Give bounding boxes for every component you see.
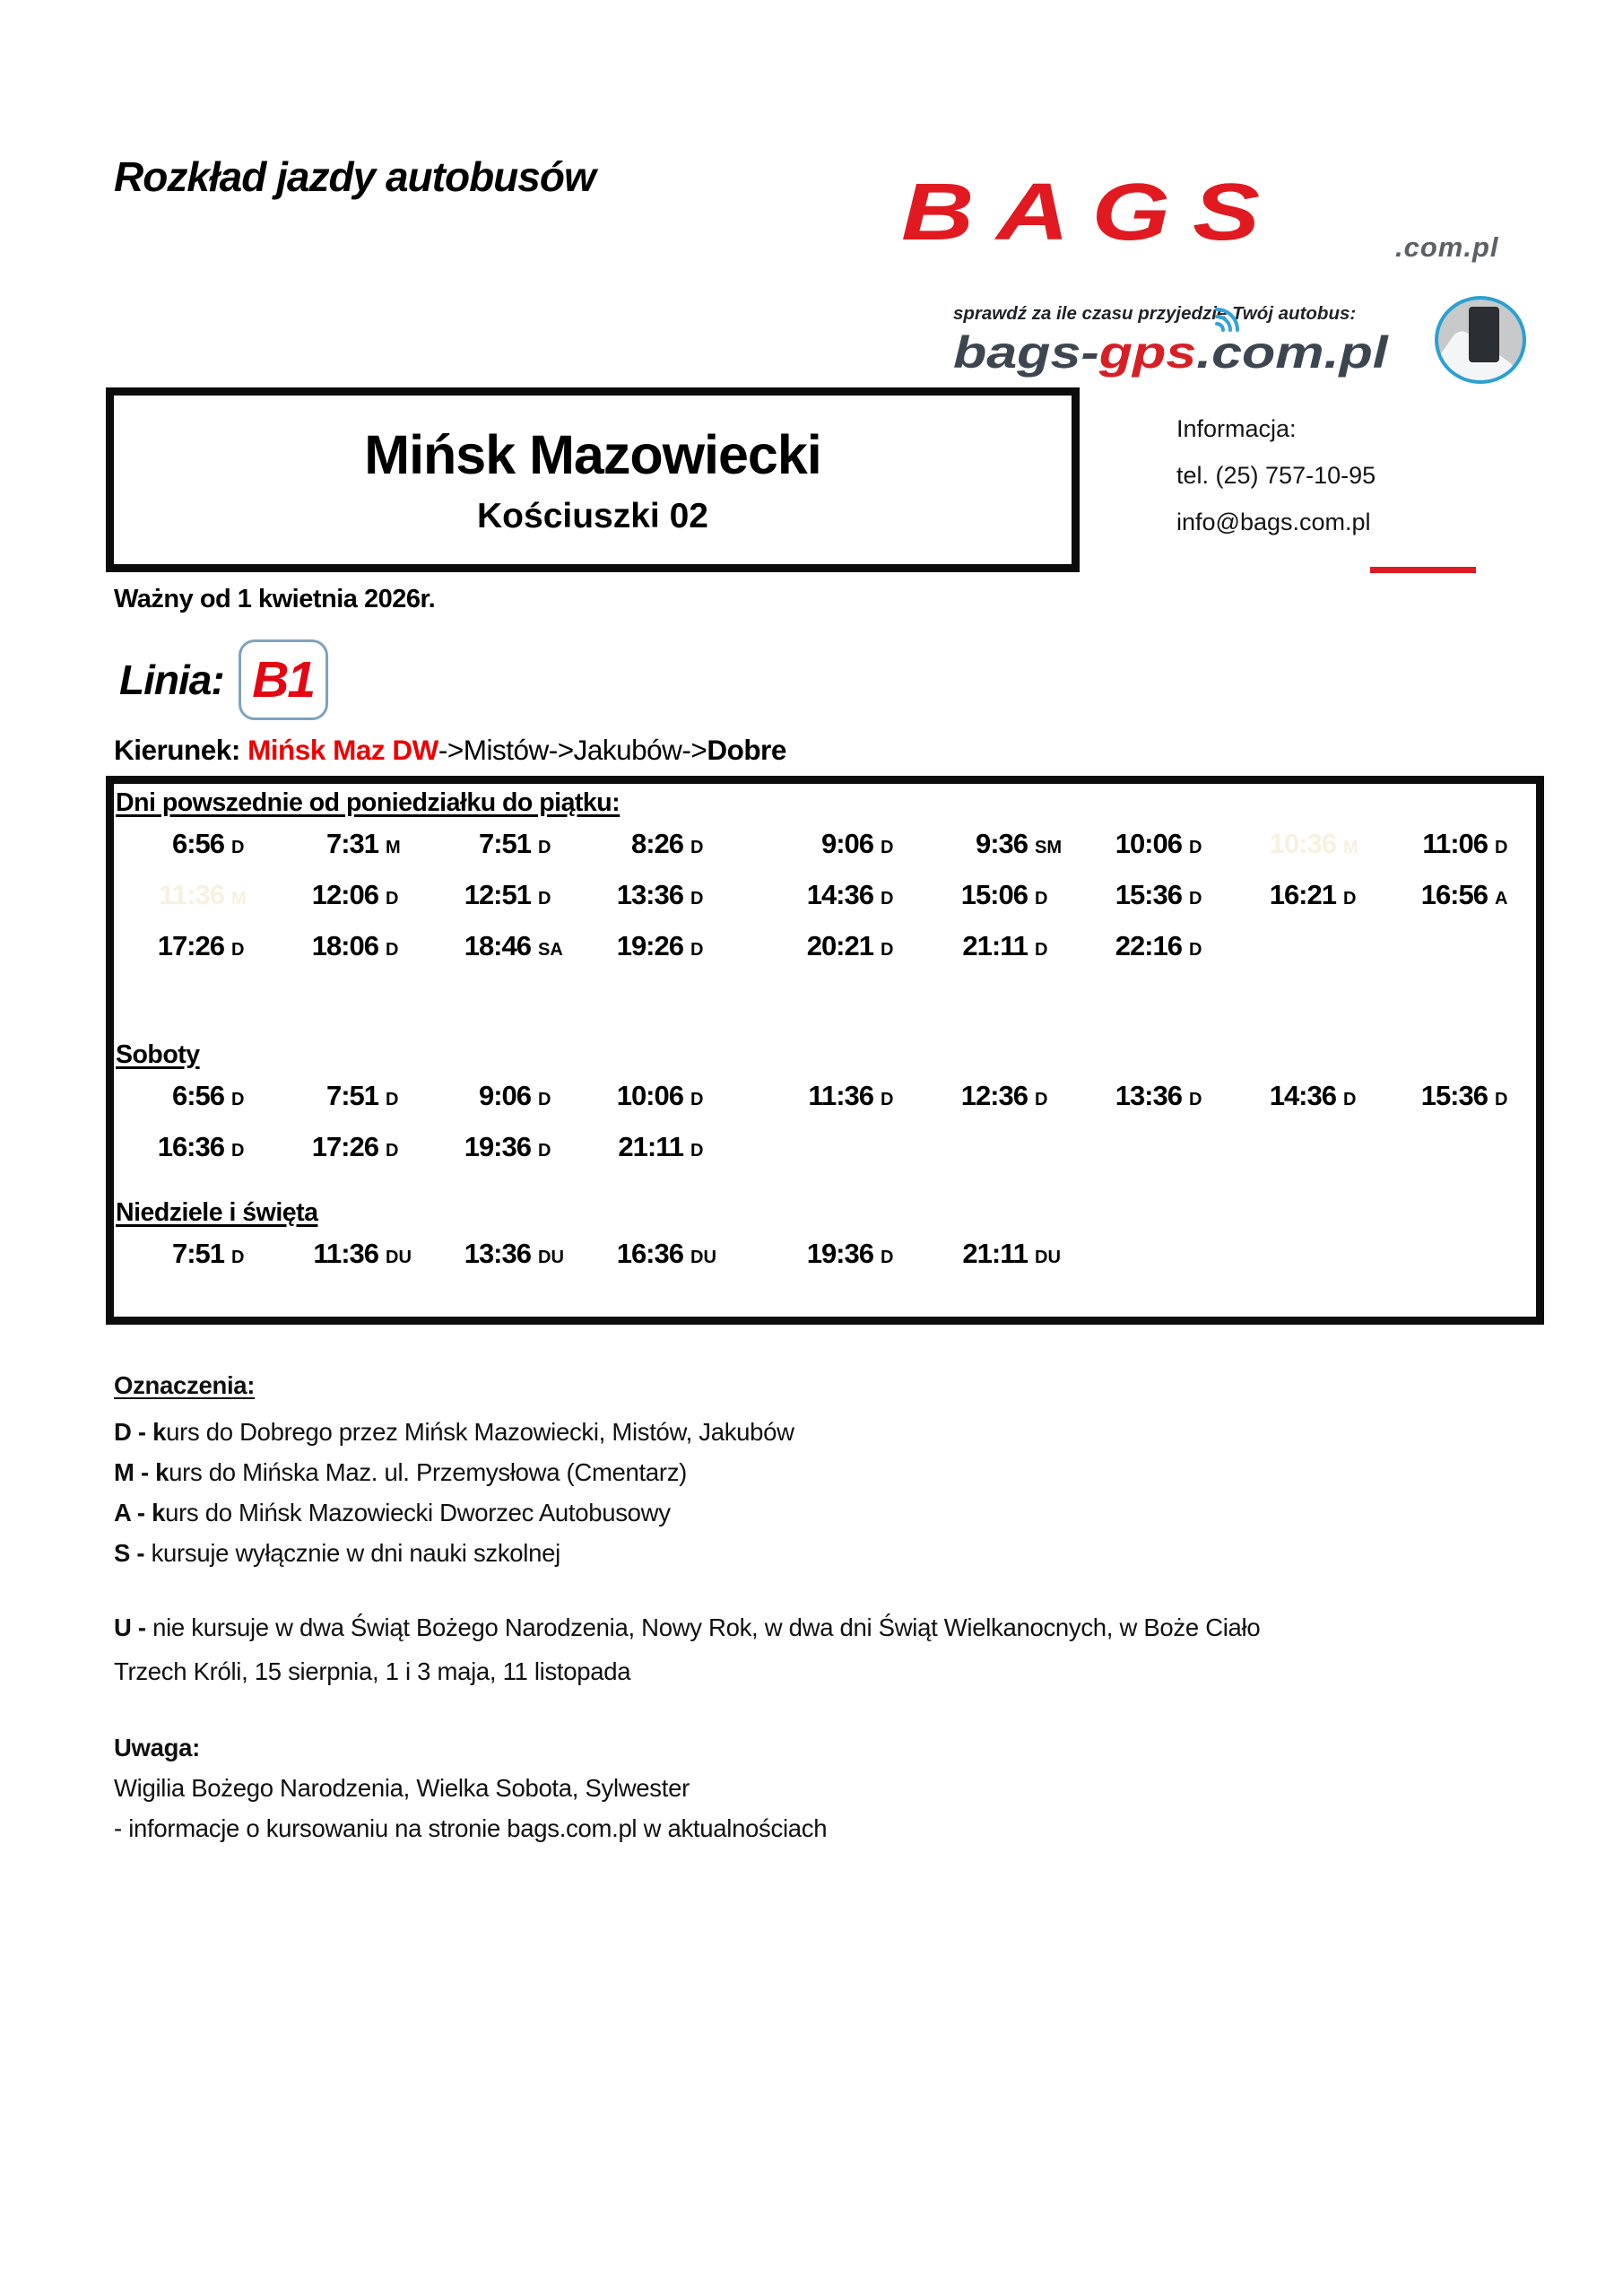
legend-item [114, 1452, 1260, 1492]
departure-time: 18:06 [311, 929, 378, 961]
stop-city: Mińsk Mazowiecki [364, 424, 821, 485]
departure-time: 19:36 [464, 1130, 531, 1162]
red-divider [1370, 567, 1476, 573]
bags-logo-suffix: .com.pl [1395, 231, 1499, 263]
departure-time: 21:11 [962, 1237, 1028, 1269]
departure-time: 14:36 [1269, 1079, 1336, 1111]
departure-time: 9:06 [820, 827, 873, 859]
timetable-cell [723, 930, 913, 962]
timetable-cell [418, 879, 570, 911]
gps-logo-part2: gps [1098, 327, 1197, 378]
direction-highlight: Mińsk Maz DW [247, 734, 438, 766]
departure-flag: DU [386, 1247, 412, 1267]
departure-time: 21:11 [962, 929, 1028, 961]
legend-prefix: D - k [114, 1418, 167, 1446]
departure-time: 16:36 [157, 1130, 224, 1162]
departure-flag: D [1189, 939, 1202, 960]
timetable-cell [1067, 930, 1221, 962]
legend-heading: Oznaczenia: [114, 1371, 256, 1399]
timetable-cell [570, 1080, 723, 1112]
timetable-cell [1376, 1080, 1527, 1112]
departure-time: 7:51 [325, 1079, 378, 1111]
departure-time: 18:46 [464, 929, 531, 961]
note [114, 1727, 1260, 1848]
departure-time: 19:26 [616, 929, 683, 961]
departure-flag: D [1189, 1089, 1202, 1109]
departure-flag: D [1495, 1089, 1508, 1109]
departure-flag: D [1035, 1089, 1048, 1109]
departure-flag: D [881, 888, 894, 909]
departure-flag: D [538, 837, 551, 857]
timetable-cell [913, 828, 1067, 860]
departure-flag: D [881, 1089, 894, 1109]
departure-time: 9:06 [478, 1079, 531, 1111]
timetable-cell [570, 930, 723, 962]
departure-flag: D [881, 837, 894, 857]
departure-flag: D [690, 837, 704, 857]
legend-prefix: A - k [114, 1499, 166, 1526]
legend-text: urs do Mińska Maz. ul. Przemysłowa (Cmentarz) [169, 1458, 688, 1486]
departure-time: 17:26 [157, 929, 224, 961]
departure-flag: D [690, 1089, 704, 1109]
departure-time: 16:36 [616, 1237, 683, 1269]
departure-time: 17:26 [311, 1130, 378, 1162]
timetable-cell [913, 879, 1067, 911]
departure-time: 12:06 [311, 878, 378, 910]
departure-flag: M [1343, 837, 1358, 857]
departure-time: 13:36 [1115, 1079, 1182, 1111]
timetable-section [116, 1039, 1536, 1172]
departure-flag: D [690, 1140, 704, 1161]
line-row [119, 639, 328, 721]
departure-flag: D [386, 888, 399, 909]
departure-flag: D [1495, 837, 1508, 857]
timetable-cell [1221, 1080, 1376, 1112]
departure-time: 10:36 [1269, 827, 1336, 859]
direction-middle: ->Mistów->Jakubów-> [438, 734, 707, 766]
departure-flag: D [1035, 939, 1048, 960]
timetable-cell [723, 879, 913, 911]
timetable-cell [116, 828, 264, 860]
timetable-row [116, 869, 1536, 920]
departure-flag: D [1343, 888, 1357, 909]
line-label: Linia: [119, 657, 224, 703]
departure-time: 20:21 [806, 929, 873, 961]
departure-time: 22:16 [1115, 929, 1182, 961]
departure-flag: D [386, 1140, 399, 1161]
gps-tagline: sprawdź za ile czasu przyjedzie Twój autobus: [953, 303, 1357, 324]
legend-text: urs do Mińsk Mazowiecki Dworzec Autobusowy [165, 1499, 671, 1526]
departure-flag: D [1189, 888, 1202, 909]
timetable-row [116, 1070, 1536, 1121]
legend-item [114, 1412, 1260, 1452]
legend-text: kursuje wyłącznie w dni nauki szkolnej [151, 1539, 560, 1567]
departure-flag: DU [690, 1247, 716, 1267]
timetable-cell [723, 828, 913, 860]
departure-time: 15:36 [1115, 878, 1182, 910]
timetable-cell [264, 1131, 418, 1163]
legend-item [114, 1492, 1260, 1533]
timetable-cell [1067, 879, 1221, 911]
timetable-cell [418, 1131, 570, 1163]
legend-item [114, 1533, 1260, 1573]
departure-time: 16:56 [1420, 878, 1488, 910]
legend-items [114, 1412, 1260, 1573]
departure-flag: D [538, 888, 551, 909]
timetable-cell [116, 879, 264, 911]
timetable-cell [264, 1080, 418, 1112]
departure-time: 9:36 [975, 827, 1028, 859]
timetable-cell [570, 1238, 723, 1270]
departure-time: 15:36 [1420, 1079, 1488, 1111]
timetable-cell [570, 1131, 723, 1163]
departure-flag: DU [1035, 1247, 1061, 1267]
departure-time: 11:36 [313, 1237, 378, 1269]
contact-phone: tel. (25) 757-10-95 [1176, 462, 1376, 489]
departure-time: 10:06 [1115, 827, 1182, 859]
departure-flag: D [386, 1089, 399, 1109]
timetable-cell [1067, 1080, 1221, 1112]
timetable-row [116, 1121, 1536, 1172]
departure-time: 13:36 [464, 1237, 531, 1269]
timetable-cell [116, 1131, 264, 1163]
timetable-cell [570, 879, 723, 911]
timetable-cell [418, 828, 570, 860]
departure-flag: A [1495, 888, 1508, 909]
legend-text: urs do Dobrego przez Mińsk Mazowiecki, Mistów, Jakubów [166, 1418, 794, 1446]
u-note-line2: Trzech Króli, 15 sierpnia, 1 i 3 maja, 11 listopada [114, 1657, 631, 1685]
section-heading: Dni powszednie od poniedziałku do piątku: [116, 788, 621, 817]
direction-line [114, 734, 786, 767]
departure-flag: M [386, 837, 401, 857]
contact-email: info@bags.com.pl [1176, 509, 1371, 535]
timetable-cell [723, 1238, 913, 1270]
departure-time: 7:51 [171, 1237, 224, 1269]
departure-flag: D [231, 939, 245, 960]
timetable-cell [418, 930, 570, 962]
valid-from: Ważny od 1 kwietnia 2026r. [114, 585, 436, 613]
timetable-cell [1221, 828, 1376, 860]
gps-logo-part1: bags- [953, 327, 1099, 378]
u-note-prefix: U - [114, 1613, 153, 1641]
stop-name: Kościuszki 02 [477, 497, 708, 535]
direction-label: Kierunek [114, 734, 231, 766]
gps-logo-part3: .com.pl [1196, 327, 1388, 378]
bags-logo: BAGS [901, 168, 1283, 257]
departure-flag: SM [1035, 837, 1062, 857]
timetable-cell [264, 879, 418, 911]
departure-time: 14:36 [806, 878, 873, 910]
departure-time: 16:21 [1269, 878, 1336, 910]
note-line2: - informacje o kursowaniu na stronie bags.com.pl w aktualnościach [114, 1814, 828, 1842]
departure-flag: M [231, 888, 247, 909]
departure-flag: D [538, 1089, 551, 1109]
timetable-cell [116, 1080, 264, 1112]
timetable-cell [1376, 879, 1527, 911]
departure-time: 21:11 [618, 1130, 683, 1162]
departure-time: 11:36 [808, 1079, 873, 1111]
contact-info [1176, 405, 1376, 545]
departure-time: 19:36 [806, 1237, 873, 1269]
timetable-row [116, 818, 1536, 869]
direction-separator: : [230, 734, 248, 766]
timetable-cell [418, 1080, 570, 1112]
departure-time: 6:56 [171, 1079, 224, 1111]
departure-flag: D [231, 1089, 245, 1109]
departure-time: 10:06 [616, 1079, 683, 1111]
phone-shape [1469, 307, 1499, 362]
phone-in-hand-icon [1435, 296, 1526, 384]
departure-time: 13:36 [616, 878, 683, 910]
timetable-cell [264, 930, 418, 962]
timetable-cell [264, 1238, 418, 1270]
section-heading: Soboty [116, 1040, 200, 1069]
departure-time: 7:51 [478, 827, 531, 859]
timetable-row [116, 920, 1536, 971]
departure-flag: D [881, 1247, 894, 1267]
u-note-line1 [114, 1605, 1260, 1649]
departure-time: 11:06 [1422, 827, 1488, 859]
timetable-cell [116, 1238, 264, 1270]
page-title: Rozkład jazdy autobusów [114, 153, 595, 200]
timetable-cell [1376, 828, 1527, 860]
note-heading: Uwaga: [114, 1734, 200, 1761]
legend-prefix: S - [114, 1539, 152, 1567]
departure-flag: D [690, 939, 704, 960]
legend [114, 1370, 1260, 1848]
timetable-cell [913, 930, 1067, 962]
departure-time: 15:06 [960, 878, 1028, 910]
departure-flag: D [231, 837, 245, 857]
legend-prefix: M - k [114, 1458, 169, 1486]
section-heading: Niedziele i święta [116, 1198, 318, 1227]
departure-flag: D [386, 939, 399, 960]
departure-flag: D [1189, 837, 1202, 857]
note-line1: Wigilia Bożego Narodzenia, Wielka Sobota, Sylwester [114, 1774, 690, 1802]
stop-header-box [106, 387, 1080, 572]
departure-flag: D [690, 888, 704, 909]
direction-terminus: Dobre [707, 734, 786, 766]
timetable-cell [913, 1238, 1067, 1270]
bags-gps-logo [953, 327, 1388, 378]
departure-time: 11:36 [159, 878, 224, 910]
timetable [106, 776, 1544, 1325]
departure-time: 7:31 [325, 827, 378, 859]
departure-time: 8:26 [630, 827, 683, 859]
departure-time: 6:56 [171, 827, 224, 859]
timetable-cell [1067, 828, 1221, 860]
line-badge [239, 639, 328, 720]
u-note [114, 1605, 1260, 1693]
timetable-cell [723, 1080, 913, 1112]
timetable-cell [913, 1080, 1067, 1112]
timetable-row [116, 1228, 1536, 1279]
u-note-text1: nie kursuje w dwa Świąt Bożego Narodzenia, Nowy Rok, w dwa dni Świąt Wielkanocnych, w Boże Ciało [152, 1613, 1261, 1641]
departure-time: 12:36 [960, 1079, 1028, 1111]
timetable-cell [1221, 879, 1376, 911]
contact-heading: Informacja: [1176, 415, 1297, 442]
departure-flag: D [1343, 1089, 1357, 1109]
timetable-cell [264, 828, 418, 860]
timetable-section [116, 1197, 1536, 1279]
timetable-cell [116, 930, 264, 962]
departure-flag: DU [538, 1247, 564, 1267]
departure-flag: SA [538, 939, 563, 960]
departure-flag: D [538, 1140, 551, 1161]
wifi-signal-icon [1209, 305, 1248, 334]
line-number: B1 [252, 651, 315, 709]
timetable-cell [570, 828, 723, 860]
departure-flag: D [231, 1140, 245, 1161]
departure-flag: D [1035, 888, 1048, 909]
departure-flag: D [881, 939, 894, 960]
timetable-cell [418, 1238, 570, 1270]
departure-flag: D [231, 1247, 245, 1267]
departure-time: 12:51 [464, 878, 531, 910]
timetable-section [116, 787, 1536, 971]
